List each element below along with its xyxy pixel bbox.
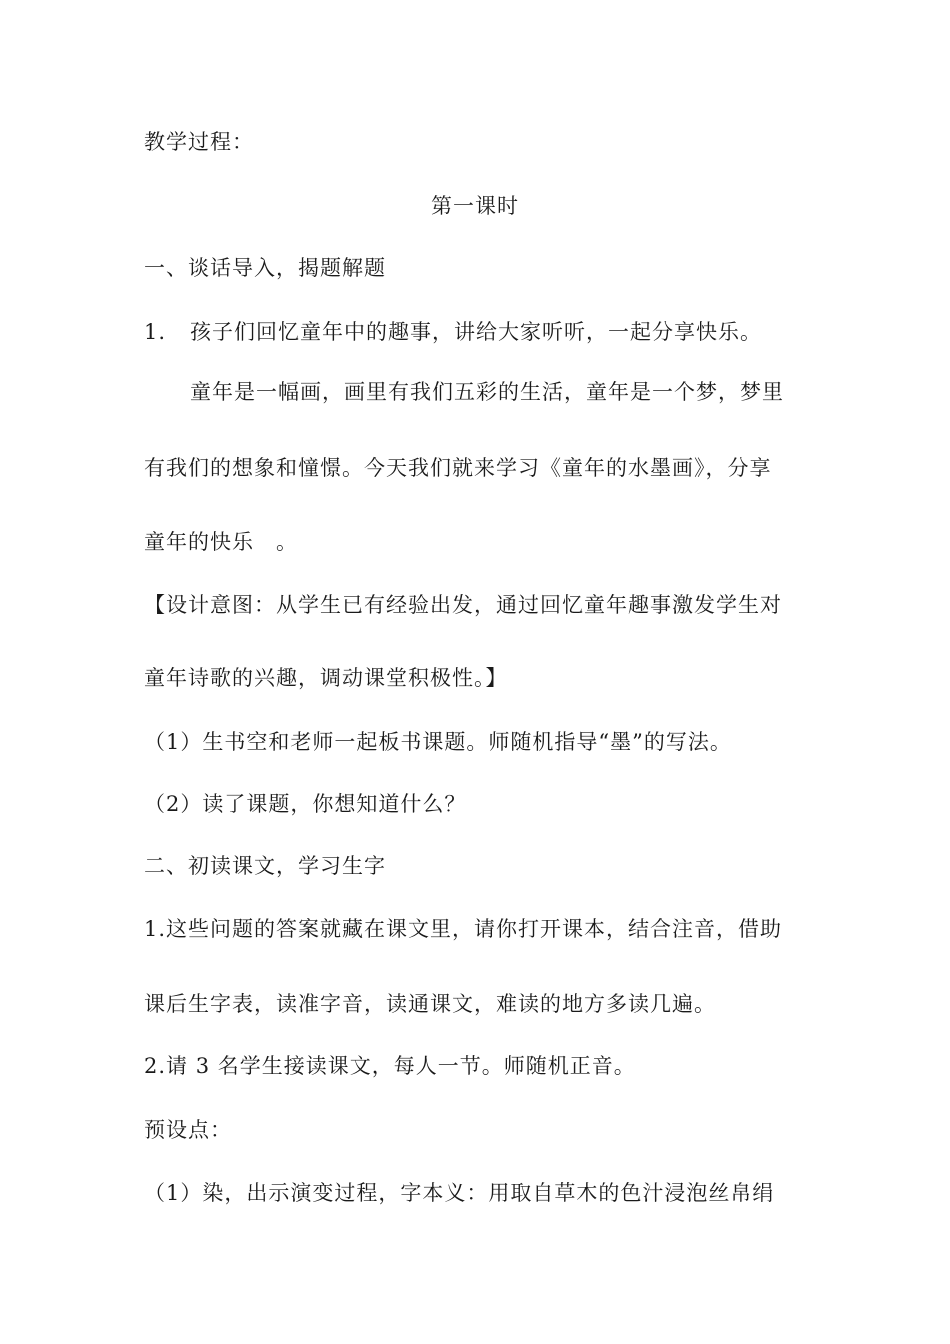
sub-item-2: （2）读了课题，你想知道什么？ — [144, 792, 467, 816]
step-1-line-2: 课后生字表，读准字音，读通课文，难读的地方多读几遍。 — [144, 992, 716, 1016]
item-1-text: 孩子们回忆童年中的趣事，讲给大家听听，一起分享快乐。 — [190, 320, 762, 344]
step-2: 2.请 3 名学生接读课文，每人一节。师随机正音。 — [144, 1054, 636, 1078]
item-1 — [144, 317, 824, 347]
paragraph-1-line-3: 童年的快乐 。 — [144, 530, 298, 554]
item-1-number: 1. — [144, 320, 167, 344]
design-intent-line-2: 童年诗歌的兴趣，调动课堂积极性。】 — [144, 666, 508, 690]
lesson-title: 第一课时 — [431, 194, 519, 218]
preset-item-1: （1）染，出示演变过程，字本义：用取自草木的色汁浸泡丝帛绢 — [144, 1181, 775, 1205]
process-heading: 教学过程： — [144, 130, 254, 154]
section-1-title: 一、谈话导入，揭题解题 — [144, 256, 386, 280]
section-2-title: 二、初读课文，学习生字 — [144, 854, 386, 878]
design-intent-line-1: 【设计意图：从学生已有经验出发，通过回忆童年趣事激发学生对 — [144, 593, 782, 617]
paragraph-1-line-1: 童年是一幅画，画里有我们五彩的生活，童年是一个梦，梦里 — [190, 380, 784, 404]
sub-item-1: （1）生书空和老师一起板书课题。师随机指导“墨”的写法。 — [144, 730, 732, 754]
preset-label: 预设点： — [144, 1118, 232, 1142]
step-1-line-1: 1.这些问题的答案就藏在课文里，请你打开课本，结合注音，借助 — [144, 917, 783, 941]
paragraph-1-line-2: 有我们的想象和憧憬。今天我们就来学习《童年的水墨画》，分享 — [144, 456, 772, 480]
